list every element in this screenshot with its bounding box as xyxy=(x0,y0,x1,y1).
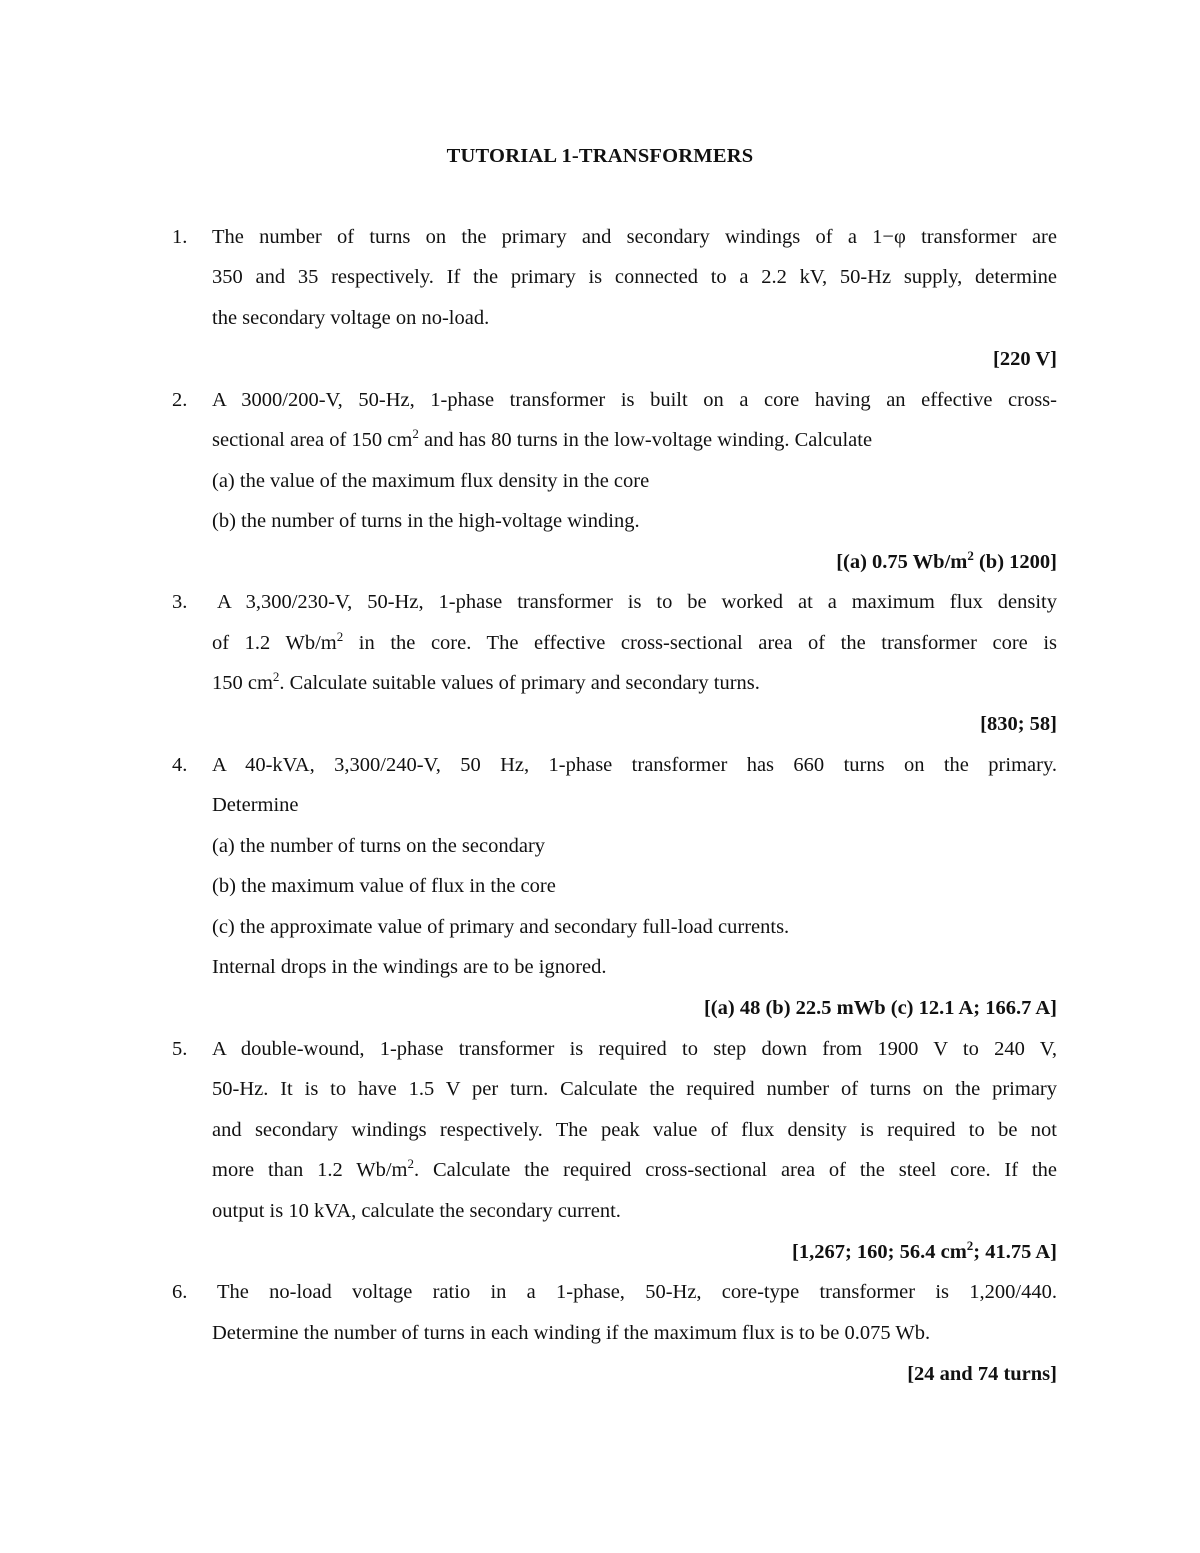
question-3-line-3-sup: 2 xyxy=(272,669,280,684)
question-5-number: 5. xyxy=(172,1038,188,1060)
question-1-number: 1. xyxy=(172,226,188,248)
question-5-line-4-sup: 2 xyxy=(407,1156,414,1171)
question-2-line-2-sup: 2 xyxy=(412,426,419,441)
page-title: TUTORIAL 1-TRANSFORMERS xyxy=(446,145,754,167)
question-5-answer xyxy=(792,1238,1057,1264)
question-2-line-2 xyxy=(212,426,873,452)
question-2-part-b: (b) the number of turns in the high-voltage winding. xyxy=(212,510,640,532)
question-2-answer xyxy=(836,548,1057,574)
question-3-line-3-b: . Calculate suitable values of primary and secondary turns. xyxy=(279,672,760,694)
question-4-line-1: A 40-kVA, 3,300/240-V, 50 Hz, 1-phase transformer has 660 turns on the primary. xyxy=(212,754,1057,776)
question-1-line-3: the secondary voltage on no-load. xyxy=(212,307,490,329)
question-3-line-2-sup: 2 xyxy=(336,629,344,644)
question-6-number: 6. xyxy=(172,1281,188,1303)
question-6-line-2: Determine the number of turns in each winding if the maximum flux is to be 0.075 Wb. xyxy=(212,1322,931,1344)
question-5-line-2: 50-Hz. It is to have 1.5 V per turn. Calculate the required number of turns on the primary xyxy=(212,1078,1057,1100)
question-5-answer-a: [1,267; 160; 56.4 cm xyxy=(792,1241,967,1263)
question-2-number: 2. xyxy=(172,389,188,411)
question-4-note: Internal drops in the windings are to be ignored. xyxy=(212,956,607,978)
question-4-part-a: (a) the number of turns on the secondary xyxy=(212,835,546,857)
question-4-part-b: (b) the maximum value of flux in the core xyxy=(212,875,556,897)
question-3-line-3-a: 150 cm xyxy=(212,672,273,694)
question-4-line-2: Determine xyxy=(212,794,299,816)
question-2-answer-a: [(a) 0.75 Wb/m xyxy=(836,551,968,573)
question-2-line-1: A 3000/200-V, 50-Hz, 1-phase transformer is built on a core having an effective cross- xyxy=(212,389,1057,411)
question-1-answer: [220 V] xyxy=(993,348,1057,370)
question-5-line-1: A double-wound, 1-phase transformer is required to step down from 1900 V to 240 V, xyxy=(212,1038,1057,1060)
question-4-part-c: (c) the approximate value of primary and secondary full-load currents. xyxy=(212,916,790,938)
question-5-line-4-b: . Calculate the required cross-sectional area of the steel core. If the xyxy=(413,1159,1057,1181)
question-3-line-2-a: of 1.2 Wb/m xyxy=(212,632,337,654)
question-5-answer-b: ; 41.75 A] xyxy=(973,1241,1057,1263)
question-2-line-2-a: sectional area of 150 cm xyxy=(212,429,413,451)
question-5-answer-sup: 2 xyxy=(966,1238,974,1253)
question-4-number: 4. xyxy=(172,754,188,776)
question-3-line-1: A 3,300/230-V, 50-Hz, 1-phase transformer is to be worked at a maximum flux density xyxy=(217,591,1057,613)
question-2-answer-b: (b) 1200] xyxy=(973,551,1057,573)
question-4-answer: [(a) 48 (b) 22.5 mWb (c) 12.1 A; 166.7 A] xyxy=(703,997,1057,1019)
question-5-line-4-a: more than 1.2 Wb/m xyxy=(212,1159,408,1181)
question-2-answer-sup: 2 xyxy=(967,548,974,563)
question-3-line-2 xyxy=(212,629,1057,655)
question-3-number: 3. xyxy=(172,591,188,613)
question-5-line-4 xyxy=(212,1156,1057,1182)
question-2-line-2-b: and has 80 turns in the low-voltage winding. Calculate xyxy=(418,429,873,451)
question-3-answer: [830; 58] xyxy=(980,713,1057,735)
question-5-line-5: output is 10 kVA, calculate the secondary current. xyxy=(212,1200,621,1222)
question-2-part-a: (a) the value of the maximum flux density in the core xyxy=(212,470,650,492)
question-3-line-2-b: in the core. The effective cross-sectional area of the transformer core is xyxy=(343,632,1057,654)
question-3-line-3 xyxy=(212,669,760,695)
question-6-line-1: The no-load voltage ratio in a 1-phase, 50-Hz, core-type transformer is 1,200/440. xyxy=(217,1281,1057,1303)
question-1-line-1: The number of turns on the primary and secondary windings of a 1−φ transformer are xyxy=(212,226,1057,248)
question-5-line-3: and secondary windings respectively. The peak value of flux density is required to be not xyxy=(212,1119,1057,1141)
question-6-answer: [24 and 74 turns] xyxy=(907,1363,1057,1385)
question-1-line-2: 350 and 35 respectively. If the primary is connected to a 2.2 kV, 50-Hz supply, determine xyxy=(212,266,1057,288)
